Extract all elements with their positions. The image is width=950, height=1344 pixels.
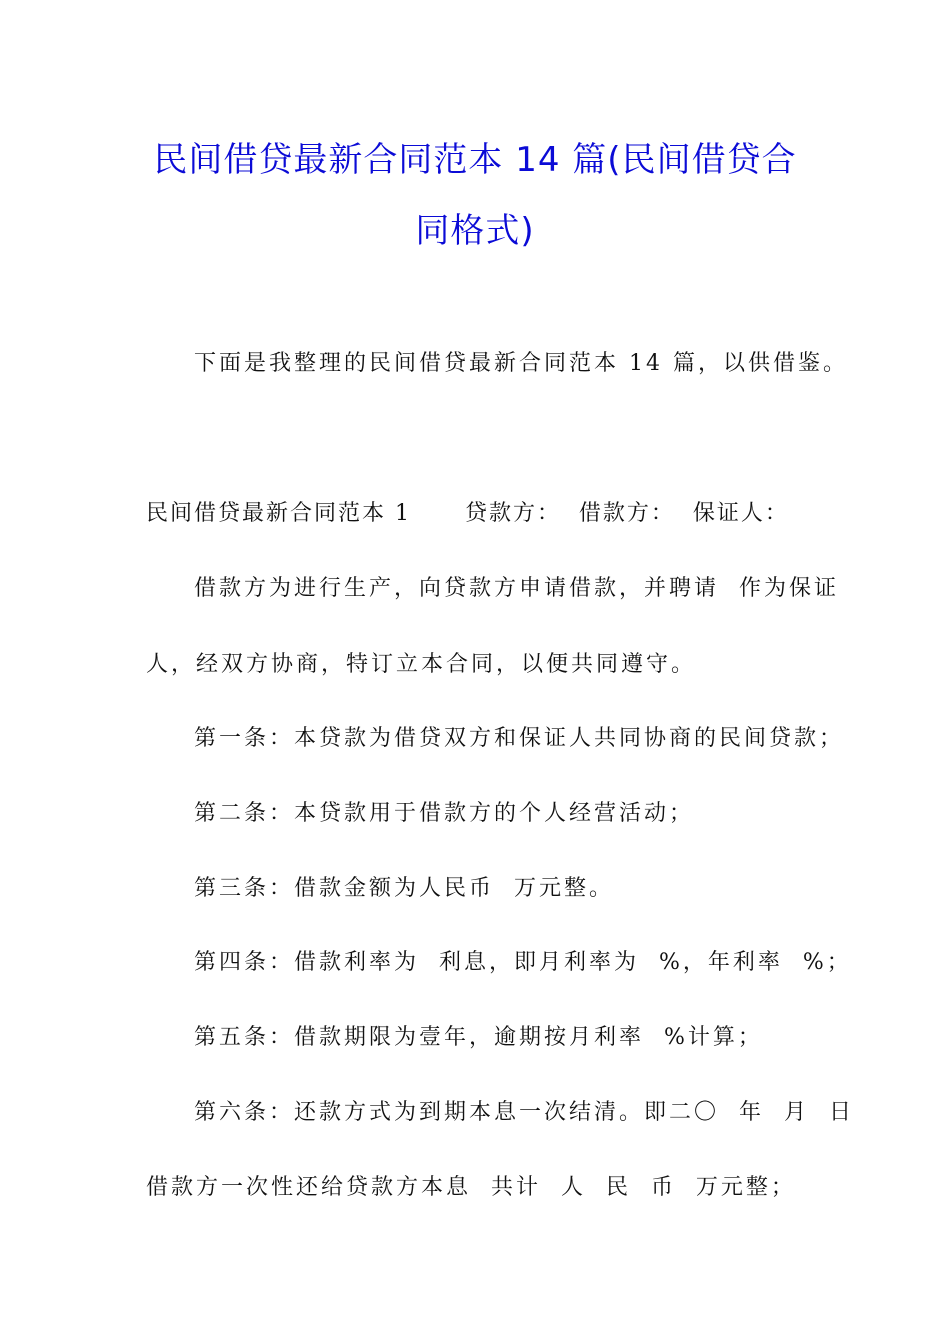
article-6-line-2: 借款方一次性还给贷款方本息 共计 人 民 币 万元整； bbox=[146, 1175, 796, 1200]
paragraph-1-line-1: 借款方为进行生产，向贷款方申请借款，并聘请 作为保证 bbox=[194, 576, 839, 601]
article-1: 第一条：本贷款为借贷双方和保证人共同协商的民间贷款； bbox=[194, 726, 845, 751]
article-3: 第三条：借款金额为人民币 万元整。 bbox=[194, 876, 614, 901]
section-heading: 民间借贷最新合同范本 1 贷款方： 借款方： 保证人： bbox=[146, 501, 789, 526]
paragraph-1-line-2: 人，经双方协商，特订立本合同，以便共同遵守。 bbox=[146, 652, 697, 677]
article-6-line-1: 第六条：还款方式为到期本息一次结清。即二〇 年 月 日 bbox=[194, 1100, 854, 1125]
article-5: 第五条：借款期限为壹年，逾期按月利率 %计算； bbox=[194, 1025, 763, 1050]
document-title-line-2: 同格式) bbox=[415, 211, 535, 251]
article-2: 第二条：本贷款用于借款方的个人经营活动； bbox=[194, 801, 695, 826]
article-4: 第四条：借款利率为 利息，即月利率为 %，年利率 %； bbox=[194, 950, 852, 975]
intro-paragraph: 下面是我整理的民间借贷最新合同范本 14 篇，以供借鉴。 bbox=[194, 351, 848, 376]
document-title-line-1: 民间借贷最新合同范本 14 篇(民间借贷合 bbox=[153, 140, 797, 180]
